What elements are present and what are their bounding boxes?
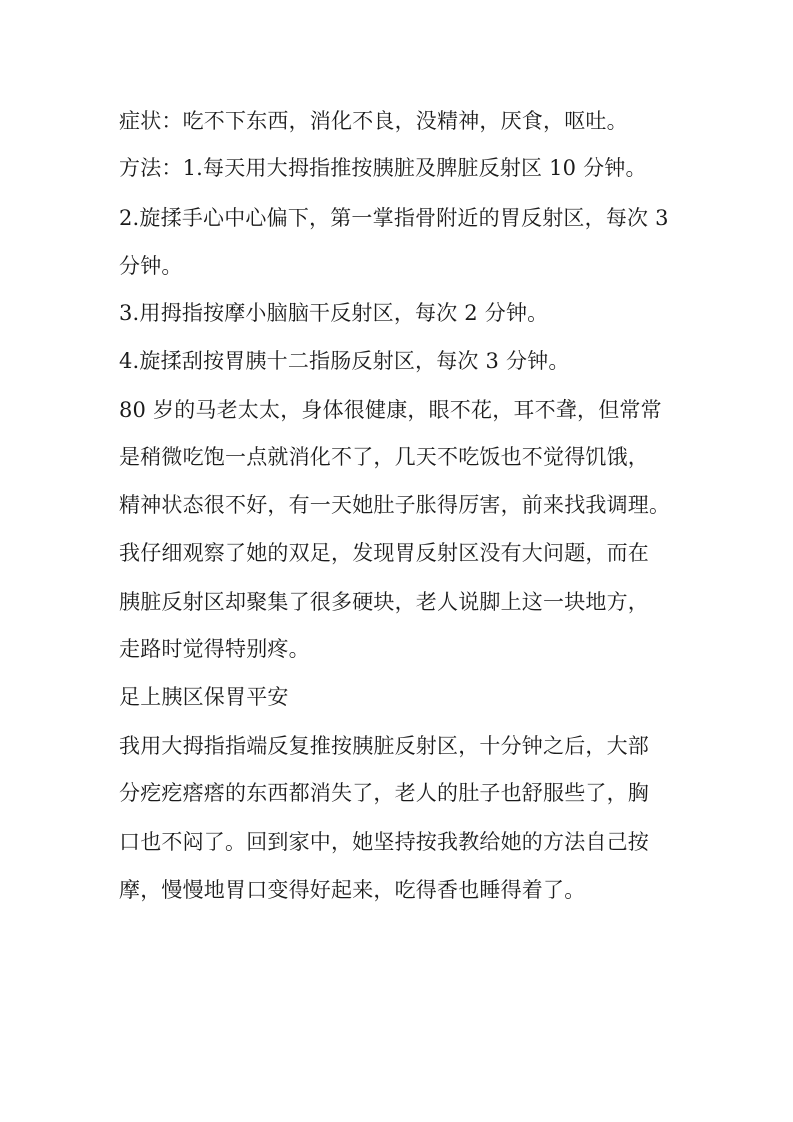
text-line-story-2: 是稍微吃饱一点就消化不了，几天不吃饭也不觉得饥饿， xyxy=(119,445,649,469)
text-line-symptoms: 症状：吃不下东西，消化不良，没精神，厌食，呕吐。 xyxy=(119,109,628,133)
text-line-story-5: 胰脏反射区却聚集了很多硬块，老人说脚上这一块地方， xyxy=(119,590,649,614)
text-line-method-2: 2.旋揉手心中心偏下，第一掌指骨附近的胃反射区，每次 3 xyxy=(119,206,669,230)
text-line-story-6: 走路时觉得特别疼。 xyxy=(119,637,310,661)
text-line-method-4: 4.旋揉刮按胃胰十二指肠反射区，每次 3 分钟。 xyxy=(119,349,570,373)
text-line-story-3: 精神状态很不好，有一天她肚子胀得厉害，前来找我调理。 xyxy=(119,493,671,517)
text-line-story-8: 分疙疙瘩瘩的东西都消失了，老人的肚子也舒服些了，胸 xyxy=(119,781,649,805)
text-line-story-10: 摩，慢慢地胃口变得好起来，吃得香也睡得着了。 xyxy=(119,878,586,902)
text-line-story-7: 我用大拇指指端反复推按胰脏反射区，十分钟之后，大部 xyxy=(119,734,649,758)
text-line-story-9: 口也不闷了。回到家中，她坚持按我教给她的方法自己按 xyxy=(119,830,649,854)
text-line-story-1: 80 岁的马老太太，身体很健康，眼不花，耳不聋，但常常 xyxy=(119,398,662,422)
text-line-method-3: 3.用拇指按摩小脑脑干反射区，每次 2 分钟。 xyxy=(119,301,549,325)
text-line-story-4: 我仔细观察了她的双足，发现胃反射区没有大问题，而在 xyxy=(119,541,649,565)
section-heading: 足上胰区保胃平安 xyxy=(119,685,289,709)
text-line-method-1: 方法：1.每天用大拇指推按胰脏及脾脏反射区 10 分钟。 xyxy=(119,156,647,180)
text-line-method-2-cont: 分钟。 xyxy=(119,254,183,278)
